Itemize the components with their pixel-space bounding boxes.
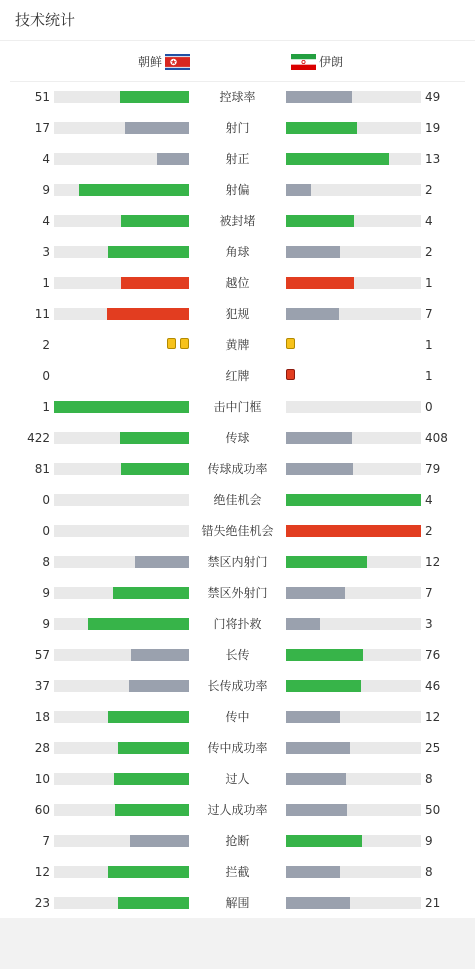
away-bar-track	[286, 711, 421, 723]
home-bar-track	[54, 91, 189, 103]
home-bar-track	[54, 618, 189, 630]
home-cards	[167, 338, 189, 351]
home-bar-track	[54, 401, 189, 413]
home-bar-fill	[113, 587, 189, 599]
home-bar-track	[54, 587, 189, 599]
stat-label: 传球	[225, 431, 250, 445]
page-title: 技术统计	[15, 11, 76, 29]
home-bar-track	[54, 835, 189, 847]
away-bar-fill	[286, 494, 421, 506]
away-bar-track	[286, 525, 421, 537]
away-value: 12	[425, 555, 441, 569]
home-bar-fill	[108, 246, 189, 258]
away-bar-fill	[286, 866, 340, 878]
away-bar-track	[286, 649, 421, 661]
home-bar-fill	[121, 463, 189, 475]
home-bar-fill	[115, 804, 189, 816]
stat-label: 红牌	[225, 369, 250, 383]
stat-row	[0, 267, 475, 298]
away-value: 0	[425, 400, 433, 414]
stat-row	[0, 81, 475, 112]
away-bar-fill	[286, 308, 339, 320]
away-bar-fill	[286, 525, 421, 537]
home-bar-fill	[121, 215, 189, 227]
home-bar-fill	[114, 773, 189, 785]
home-bar-fill	[88, 618, 189, 630]
away-bar-track	[286, 804, 421, 816]
stat-row	[0, 391, 475, 422]
stat-row	[0, 608, 475, 639]
stat-row	[0, 670, 475, 701]
home-bar-fill	[118, 742, 189, 754]
home-value: 51	[34, 90, 50, 104]
away-bar-fill	[286, 773, 346, 785]
home-bar-track	[54, 680, 189, 692]
away-bar-fill	[286, 649, 363, 661]
team-header	[10, 41, 465, 82]
home-bar-fill	[130, 835, 189, 847]
home-value: 10	[34, 772, 50, 786]
yellow-card-icon	[286, 338, 295, 349]
away-value: 7	[425, 586, 433, 600]
stat-label: 控球率	[219, 90, 256, 104]
stat-row	[0, 422, 475, 453]
away-bar-track	[286, 897, 421, 909]
stat-label: 门将扑救	[213, 617, 262, 631]
home-bar-track	[54, 773, 189, 785]
home-bar-track	[54, 649, 189, 661]
away-value: 25	[425, 741, 441, 755]
stat-label: 长传成功率	[207, 679, 268, 693]
away-value: 4	[425, 214, 433, 228]
away-bar-track	[286, 680, 421, 692]
stat-label: 禁区内射门	[207, 555, 268, 569]
home-value: 12	[34, 865, 50, 879]
away-bar-fill	[286, 277, 354, 289]
away-bar-fill	[286, 587, 345, 599]
yellow-card-icon	[167, 338, 176, 349]
away-bar-track	[286, 556, 421, 568]
home-value: 3	[42, 245, 50, 259]
home-bar-track	[54, 525, 189, 537]
home-value: 81	[34, 462, 50, 476]
away-bar-track	[286, 184, 421, 196]
stat-row	[0, 515, 475, 546]
home-bar-fill	[108, 711, 189, 723]
yellow-card-icon	[180, 338, 189, 349]
home-bar-fill	[125, 122, 189, 134]
home-bar-track	[54, 742, 189, 754]
home-bar-track	[54, 432, 189, 444]
away-value: 19	[425, 121, 441, 135]
stat-label: 拦截	[225, 865, 250, 879]
home-value: 17	[34, 121, 50, 135]
home-bar-fill	[54, 401, 189, 413]
away-value: 76	[425, 648, 441, 662]
home-bar-track	[54, 556, 189, 568]
away-bar-fill	[286, 742, 350, 754]
home-value: 2	[42, 338, 50, 352]
stat-row	[0, 856, 475, 887]
away-bar-track	[286, 432, 421, 444]
stat-row	[0, 143, 475, 174]
home-value: 0	[42, 369, 50, 383]
away-value: 408	[425, 431, 448, 445]
home-bar-fill	[79, 184, 189, 196]
home-value: 9	[42, 617, 50, 631]
stat-label: 射正	[225, 152, 250, 166]
away-cards	[286, 338, 295, 351]
stat-row	[0, 763, 475, 794]
stat-label: 过人	[225, 772, 250, 786]
away-value: 49	[425, 90, 441, 104]
away-value: 1	[425, 276, 433, 290]
away-bar-track	[286, 773, 421, 785]
stats-list	[0, 81, 475, 918]
away-bar-track	[286, 122, 421, 134]
home-bar-fill	[107, 308, 189, 320]
stat-row	[0, 577, 475, 608]
north-korea-flag-icon	[165, 54, 190, 70]
home-value: 0	[42, 493, 50, 507]
away-bar-fill	[286, 153, 389, 165]
home-bar-track	[54, 463, 189, 475]
home-bar-fill	[108, 866, 189, 878]
away-bar-track	[286, 866, 421, 878]
stat-label: 绝佳机会	[213, 493, 262, 507]
header	[0, 0, 475, 41]
away-value: 1	[425, 338, 433, 352]
stat-row	[0, 236, 475, 267]
away-value: 7	[425, 307, 433, 321]
stat-row	[0, 205, 475, 236]
away-value: 46	[425, 679, 441, 693]
home-bar-track	[54, 866, 189, 878]
home-value: 4	[42, 214, 50, 228]
away-value: 8	[425, 772, 433, 786]
away-value: 3	[425, 617, 433, 631]
stat-label: 禁区外射门	[207, 586, 268, 600]
away-bar-track	[286, 277, 421, 289]
away-bar-fill	[286, 804, 347, 816]
away-bar-fill	[286, 463, 353, 475]
home-bar-track	[54, 184, 189, 196]
home-bar-track	[54, 215, 189, 227]
stat-label: 越位	[225, 276, 250, 290]
stat-label: 犯规	[225, 307, 250, 321]
stat-label: 黄牌	[225, 338, 250, 352]
red-card-icon	[286, 369, 295, 380]
home-value: 60	[34, 803, 50, 817]
stat-label: 错失绝佳机会	[201, 524, 274, 538]
stat-label: 传球成功率	[207, 462, 268, 476]
stat-row	[0, 112, 475, 143]
stat-row	[0, 546, 475, 577]
away-value: 4	[425, 493, 433, 507]
away-value: 9	[425, 834, 433, 848]
away-cards	[286, 369, 295, 382]
stat-label: 解围	[225, 896, 250, 910]
away-bar-track	[286, 742, 421, 754]
stat-row	[0, 298, 475, 329]
home-value: 1	[42, 276, 50, 290]
stat-label: 传中	[225, 710, 250, 724]
stat-label: 长传	[225, 648, 250, 662]
stat-row	[0, 732, 475, 763]
stat-row	[0, 701, 475, 732]
away-bar-fill	[286, 432, 352, 444]
home-bar-track	[54, 246, 189, 258]
away-bar-fill	[286, 680, 361, 692]
away-value: 1	[425, 369, 433, 383]
away-team	[291, 53, 343, 70]
stat-row	[0, 794, 475, 825]
home-value: 11	[34, 307, 50, 321]
home-bar-track	[54, 308, 189, 320]
away-bar-fill	[286, 556, 367, 568]
away-bar-fill	[286, 91, 352, 103]
away-bar-track	[286, 91, 421, 103]
home-bar-fill	[157, 153, 189, 165]
away-value: 2	[425, 524, 433, 538]
away-value: 2	[425, 245, 433, 259]
away-bar-track	[286, 463, 421, 475]
home-bar-fill	[135, 556, 189, 568]
away-bar-fill	[286, 246, 340, 258]
stat-label: 被封堵	[219, 214, 256, 228]
away-bar-track	[286, 494, 421, 506]
home-bar-track	[54, 897, 189, 909]
home-team	[138, 53, 190, 70]
away-bar-fill	[286, 184, 311, 196]
stat-label: 射偏	[225, 183, 250, 197]
away-bar-track	[286, 246, 421, 258]
stat-row	[0, 484, 475, 515]
away-bar-fill	[286, 897, 350, 909]
stat-label: 传中成功率	[207, 741, 268, 755]
away-value: 8	[425, 865, 433, 879]
away-bar-track	[286, 308, 421, 320]
away-bar-fill	[286, 835, 362, 847]
away-value: 21	[425, 896, 441, 910]
home-value: 422	[27, 431, 50, 445]
home-value: 9	[42, 586, 50, 600]
stat-label: 射门	[225, 121, 250, 135]
home-value: 9	[42, 183, 50, 197]
home-value: 57	[34, 648, 50, 662]
away-value: 12	[425, 710, 441, 724]
stat-row	[0, 360, 475, 391]
home-bar-fill	[131, 649, 189, 661]
home-bar-fill	[120, 91, 189, 103]
stat-label: 抢断	[225, 834, 250, 848]
home-value: 23	[34, 896, 50, 910]
stat-row	[0, 887, 475, 918]
away-value: 79	[425, 462, 441, 476]
stat-row	[0, 174, 475, 205]
away-bar-track	[286, 401, 421, 413]
away-value: 50	[425, 803, 441, 817]
home-value: 8	[42, 555, 50, 569]
home-bar-track	[54, 804, 189, 816]
away-bar-track	[286, 153, 421, 165]
home-bar-fill	[118, 897, 189, 909]
home-value: 0	[42, 524, 50, 538]
stat-row	[0, 639, 475, 670]
home-bar-fill	[129, 680, 189, 692]
home-value: 1	[42, 400, 50, 414]
away-bar-fill	[286, 711, 340, 723]
stat-row	[0, 825, 475, 856]
home-bar-track	[54, 494, 189, 506]
home-value: 4	[42, 152, 50, 166]
stat-row	[0, 329, 475, 360]
away-bar-track	[286, 215, 421, 227]
home-value: 7	[42, 834, 50, 848]
home-value: 28	[34, 741, 50, 755]
away-bar-track	[286, 618, 421, 630]
iran-flag-icon	[291, 54, 316, 70]
home-value: 18	[34, 710, 50, 724]
away-bar-track	[286, 587, 421, 599]
away-value: 13	[425, 152, 441, 166]
stat-label: 过人成功率	[207, 803, 268, 817]
home-team-name: 朝鲜	[137, 55, 162, 69]
away-bar-fill	[286, 215, 354, 227]
stat-row	[0, 453, 475, 484]
home-bar-track	[54, 277, 189, 289]
stat-label: 击中门框	[213, 400, 262, 414]
away-team-name: 伊朗	[319, 55, 344, 69]
home-bar-fill	[121, 277, 189, 289]
home-bar-track	[54, 122, 189, 134]
away-value: 2	[425, 183, 433, 197]
stat-label: 角球	[225, 245, 250, 259]
away-bar-track	[286, 835, 421, 847]
home-bar-track	[54, 711, 189, 723]
home-value: 37	[34, 679, 50, 693]
home-bar-fill	[120, 432, 189, 444]
away-bar-fill	[286, 618, 320, 630]
away-bar-fill	[286, 122, 357, 134]
home-bar-track	[54, 153, 189, 165]
